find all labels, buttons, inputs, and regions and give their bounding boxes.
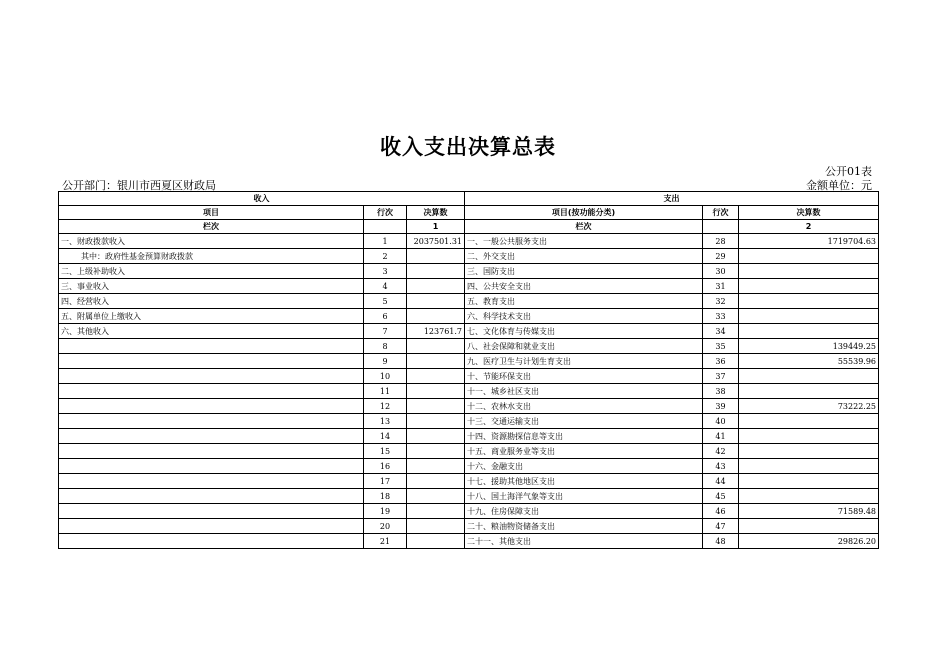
- income-amount-cell: [407, 519, 465, 534]
- expense-line-cell: 45: [703, 489, 739, 504]
- expense-line-cell: 33: [703, 309, 739, 324]
- income-line-cell: 15: [364, 444, 407, 459]
- expense-line-cell: 36: [703, 354, 739, 369]
- table-row: [59, 414, 879, 429]
- income-line-cell: 13: [364, 414, 407, 429]
- expense-line-cell: 28: [703, 234, 739, 249]
- expense-item-cell: 二十、粮油物资储备支出: [465, 519, 703, 534]
- expense-item-cell: 十、节能环保支出: [465, 369, 703, 384]
- expense-line-cell: 43: [703, 459, 739, 474]
- income-line-cell: 6: [364, 309, 407, 324]
- expense-item-cell: 十一、城乡社区支出: [465, 384, 703, 399]
- col-header-amount2: 决算数: [739, 206, 879, 220]
- table-row: [59, 474, 879, 489]
- income-header: 收入: [59, 192, 465, 206]
- col-header-amount: 决算数: [407, 206, 465, 220]
- income-item-cell: 其中：政府性基金预算财政拨款: [59, 249, 364, 264]
- table-row: [59, 369, 879, 384]
- expense-item-cell: 十七、援助其他地区支出: [465, 474, 703, 489]
- income-item-cell: 一、财政拨款收入: [59, 234, 364, 249]
- expense-amount-cell: 55539.96: [739, 354, 879, 369]
- expense-line-cell: 30: [703, 264, 739, 279]
- expense-line-cell: 39: [703, 399, 739, 414]
- table-row: [59, 324, 879, 339]
- expense-amount-cell: [739, 459, 879, 474]
- expense-line-cell: 47: [703, 519, 739, 534]
- expense-line-cell: 48: [703, 534, 739, 549]
- expense-header: 支出: [465, 192, 879, 206]
- table-row: [59, 339, 879, 354]
- income-line-cell: 7: [364, 324, 407, 339]
- income-amount-cell: [407, 279, 465, 294]
- income-amount-cell: [407, 369, 465, 384]
- expense-amount-cell: [739, 264, 879, 279]
- income-amount-cell: [407, 534, 465, 549]
- form-number: 公开01表: [825, 165, 872, 178]
- expense-item-cell: 十三、交通运输支出: [465, 414, 703, 429]
- income-amount-cell: [407, 249, 465, 264]
- table-row: [59, 354, 879, 369]
- table-row: [59, 264, 879, 279]
- col-header-item: 项目: [59, 206, 364, 220]
- expense-item-cell: 三、国防支出: [465, 264, 703, 279]
- expense-item-cell: 九、医疗卫生与计划生育支出: [465, 354, 703, 369]
- expense-amount-cell: 29826.20: [739, 534, 879, 549]
- income-amount-cell: [407, 429, 465, 444]
- expense-amount-cell: [739, 369, 879, 384]
- table-row: [59, 534, 879, 549]
- table-row: [59, 459, 879, 474]
- income-amount-cell: [407, 489, 465, 504]
- income-item-cell: [59, 369, 364, 384]
- column-index-label: 栏次: [59, 220, 364, 234]
- expense-line-cell: 34: [703, 324, 739, 339]
- col-header-line2: 行次: [703, 206, 739, 220]
- col-header-line: 行次: [364, 206, 407, 220]
- income-amount-cell: [407, 504, 465, 519]
- expense-item-cell: 二十一、其他支出: [465, 534, 703, 549]
- expense-item-cell: 八、社会保障和就业支出: [465, 339, 703, 354]
- income-amount-cell: [407, 399, 465, 414]
- income-amount-cell: [407, 354, 465, 369]
- empty-cell: [364, 220, 407, 234]
- column-index-label-2: 栏次: [465, 220, 703, 234]
- income-amount-cell: 123761.7: [407, 324, 465, 339]
- income-amount-cell: [407, 384, 465, 399]
- income-amount-cell: [407, 444, 465, 459]
- expense-line-cell: 31: [703, 279, 739, 294]
- table-row: [59, 429, 879, 444]
- expense-amount-cell: [739, 429, 879, 444]
- empty-cell: [703, 220, 739, 234]
- table-row: [59, 384, 879, 399]
- income-line-cell: 11: [364, 384, 407, 399]
- income-line-cell: 3: [364, 264, 407, 279]
- income-item-cell: [59, 429, 364, 444]
- expense-line-cell: 41: [703, 429, 739, 444]
- expense-item-cell: 十二、农林水支出: [465, 399, 703, 414]
- expense-amount-cell: [739, 309, 879, 324]
- expense-amount-cell: [739, 444, 879, 459]
- income-line-cell: 17: [364, 474, 407, 489]
- income-item-cell: [59, 534, 364, 549]
- expense-item-cell: 七、文化体育与传媒支出: [465, 324, 703, 339]
- income-amount-cell: [407, 264, 465, 279]
- income-item-cell: [59, 459, 364, 474]
- expense-amount-cell: [739, 489, 879, 504]
- income-item-cell: [59, 444, 364, 459]
- expense-amount-cell: [739, 294, 879, 309]
- income-line-cell: 4: [364, 279, 407, 294]
- income-line-cell: 1: [364, 234, 407, 249]
- income-line-cell: 8: [364, 339, 407, 354]
- income-item-cell: [59, 414, 364, 429]
- income-amount-cell: [407, 309, 465, 324]
- expense-amount-cell: [739, 324, 879, 339]
- income-item-cell: 三、事业收入: [59, 279, 364, 294]
- income-line-cell: 9: [364, 354, 407, 369]
- expense-line-cell: 38: [703, 384, 739, 399]
- expense-item-cell: 十五、商业服务业等支出: [465, 444, 703, 459]
- income-item-cell: [59, 354, 364, 369]
- income-line-cell: 16: [364, 459, 407, 474]
- income-item-cell: 二、上级补助收入: [59, 264, 364, 279]
- income-amount-cell: [407, 339, 465, 354]
- income-item-cell: [59, 474, 364, 489]
- expense-line-cell: 42: [703, 444, 739, 459]
- table-row: [59, 294, 879, 309]
- income-expense-table: [58, 191, 879, 549]
- table-row: [59, 249, 879, 264]
- expense-line-cell: 46: [703, 504, 739, 519]
- expense-line-cell: 29: [703, 249, 739, 264]
- expense-amount-cell: 139449.25: [739, 339, 879, 354]
- expense-line-cell: 40: [703, 414, 739, 429]
- page-title: 收入支出决算总表: [380, 135, 556, 159]
- expense-amount-cell: [739, 279, 879, 294]
- income-item-cell: [59, 339, 364, 354]
- income-item-cell: [59, 399, 364, 414]
- income-item-cell: [59, 504, 364, 519]
- table-row: [59, 489, 879, 504]
- income-line-cell: 10: [364, 369, 407, 384]
- income-amount-cell: 2037501.31: [407, 234, 465, 249]
- income-line-cell: 12: [364, 399, 407, 414]
- income-line-cell: 20: [364, 519, 407, 534]
- expense-amount-cell: 73222.25: [739, 399, 879, 414]
- income-item-cell: [59, 519, 364, 534]
- income-item-cell: [59, 384, 364, 399]
- table-row: [59, 234, 879, 249]
- col-header-item-func: 项目(按功能分类): [465, 206, 703, 220]
- expense-item-cell: 十九、住房保障支出: [465, 504, 703, 519]
- income-amount-cell: [407, 459, 465, 474]
- income-line-cell: 18: [364, 489, 407, 504]
- income-line-cell: 14: [364, 429, 407, 444]
- income-amount-cell: [407, 414, 465, 429]
- income-line-cell: 5: [364, 294, 407, 309]
- expense-line-cell: 37: [703, 369, 739, 384]
- table-row: [59, 504, 879, 519]
- amount-unit-label: 金额单位：元: [806, 179, 872, 192]
- expense-item-cell: 十八、国土海洋气象等支出: [465, 489, 703, 504]
- department-label: 公开部门：银川市西夏区财政局: [62, 179, 216, 192]
- column-index-1: 1: [407, 220, 465, 234]
- table-row: [59, 309, 879, 324]
- expense-item-cell: 五、教育支出: [465, 294, 703, 309]
- income-item-cell: [59, 489, 364, 504]
- table-row: [59, 279, 879, 294]
- income-line-cell: 21: [364, 534, 407, 549]
- expense-item-cell: 四、公共安全支出: [465, 279, 703, 294]
- expense-amount-cell: 1719704.63: [739, 234, 879, 249]
- expense-item-cell: 一、一般公共服务支出: [465, 234, 703, 249]
- income-line-cell: 19: [364, 504, 407, 519]
- table-row: [59, 519, 879, 534]
- expense-line-cell: 32: [703, 294, 739, 309]
- expense-amount-cell: [739, 519, 879, 534]
- table-row: [59, 444, 879, 459]
- income-amount-cell: [407, 294, 465, 309]
- expense-amount-cell: [739, 384, 879, 399]
- income-item-cell: 六、其他收入: [59, 324, 364, 339]
- expense-amount-cell: [739, 414, 879, 429]
- table-row: [59, 399, 879, 414]
- expense-item-cell: 十六、金融支出: [465, 459, 703, 474]
- income-amount-cell: [407, 474, 465, 489]
- income-item-cell: 四、经营收入: [59, 294, 364, 309]
- expense-amount-cell: 71589.48: [739, 504, 879, 519]
- column-index-2: 2: [739, 220, 879, 234]
- expense-line-cell: 35: [703, 339, 739, 354]
- income-item-cell: 五、附属单位上缴收入: [59, 309, 364, 324]
- income-line-cell: 2: [364, 249, 407, 264]
- expense-item-cell: 十四、资源勘探信息等支出: [465, 429, 703, 444]
- expense-amount-cell: [739, 249, 879, 264]
- expense-item-cell: 二、外交支出: [465, 249, 703, 264]
- expense-amount-cell: [739, 474, 879, 489]
- expense-line-cell: 44: [703, 474, 739, 489]
- expense-item-cell: 六、科学技术支出: [465, 309, 703, 324]
